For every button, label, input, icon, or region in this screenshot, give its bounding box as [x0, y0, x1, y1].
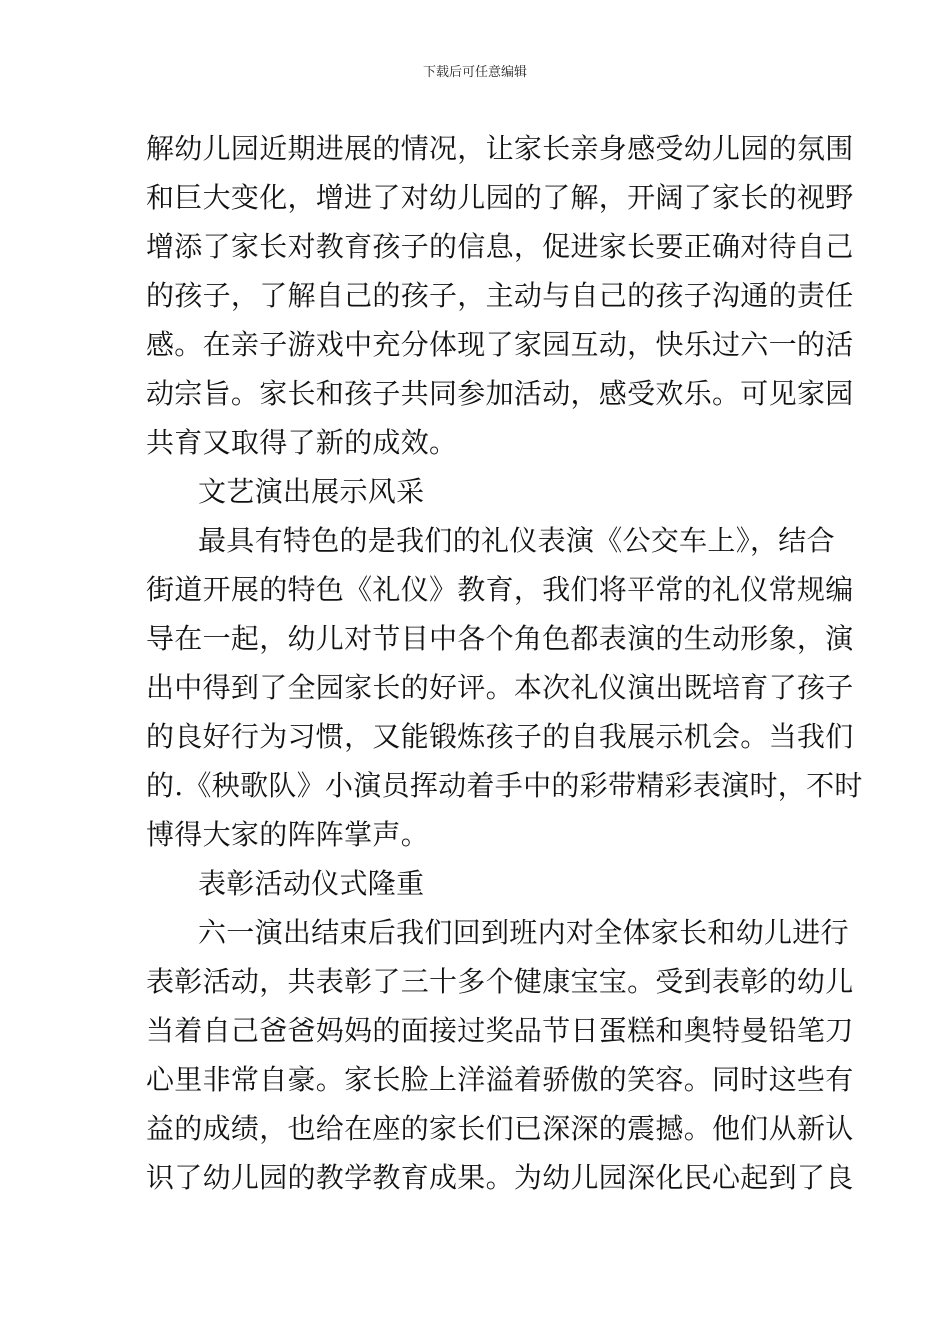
- document-body: [146, 124, 863, 1202]
- section-heading: 文艺演出展示风采: [198, 475, 425, 508]
- text-line: 识了幼儿园的教学教育成果。为幼儿园深化民心起到了良: [146, 1161, 854, 1194]
- text-line: 街道开展的特色《礼仪》教育，我们将平常的礼仪常规编: [146, 573, 854, 606]
- text-line: 增添了家长对教育孩子的信息，促进家长要正确对待自己: [146, 230, 854, 263]
- text-line: 动宗旨。家长和孩子共同参加活动，感受欢乐。可见家园: [146, 377, 854, 410]
- section-heading-performance: [146, 467, 810, 516]
- text-line: 解幼儿园近期进展的情况，让家长亲身感受幼儿园的氛围: [146, 132, 854, 165]
- text-line: 当着自己爸爸妈妈的面接过奖品节日蛋糕和奥特曼铅笔刀: [146, 1014, 854, 1047]
- text-line: 最具有特色的是我们的礼仪表演《公交车上》，结合: [198, 524, 835, 557]
- text-line: 和巨大变化，增进了对幼儿园的了解，开阔了家长的视野: [146, 181, 854, 214]
- paragraph-award: [146, 908, 854, 1202]
- text-line: 的良好行为习惯，又能锻炼孩子的自我展示机会。当我们: [146, 720, 854, 753]
- text-line: 表彰活动，共表彰了三十多个健康宝宝。受到表彰的幼儿: [146, 965, 854, 998]
- text-line: 六一演出结束后我们回到班内对全体家长和幼儿进行: [198, 916, 849, 949]
- paragraph-intro-continued: [146, 124, 854, 467]
- text-line: 心里非常自豪。家长脸上洋溢着骄傲的笑容。同时这些有: [146, 1063, 854, 1096]
- text-line: 的孩子，了解自己的孩子，主动与自己的孩子沟通的责任: [146, 279, 854, 312]
- text-line: 的.《秧歌队》小演员挥动着手中的彩带精彩表演时，不时: [146, 769, 863, 802]
- section-heading: 表彰活动仪式隆重: [198, 867, 425, 900]
- paragraph-performance: [146, 516, 863, 859]
- text-line: 出中得到了全园家长的好评。本次礼仪演出既培育了孩子: [146, 671, 854, 704]
- page-header: 下载后可任意编辑: [422, 65, 527, 80]
- text-line: 导在一起，幼儿对节目中各个角色都表演的生动形象，演: [146, 622, 854, 655]
- text-line: 益的成绩，也给在座的家长们已深深的震撼。他们从新认: [146, 1112, 854, 1145]
- section-heading-award: [146, 859, 810, 908]
- text-line: 感。在亲子游戏中充分体现了家园互动，快乐过六一的活: [146, 328, 854, 361]
- text-line: 共育又取得了新的成效。: [146, 426, 458, 459]
- text-line: 博得大家的阵阵掌声。: [146, 818, 430, 851]
